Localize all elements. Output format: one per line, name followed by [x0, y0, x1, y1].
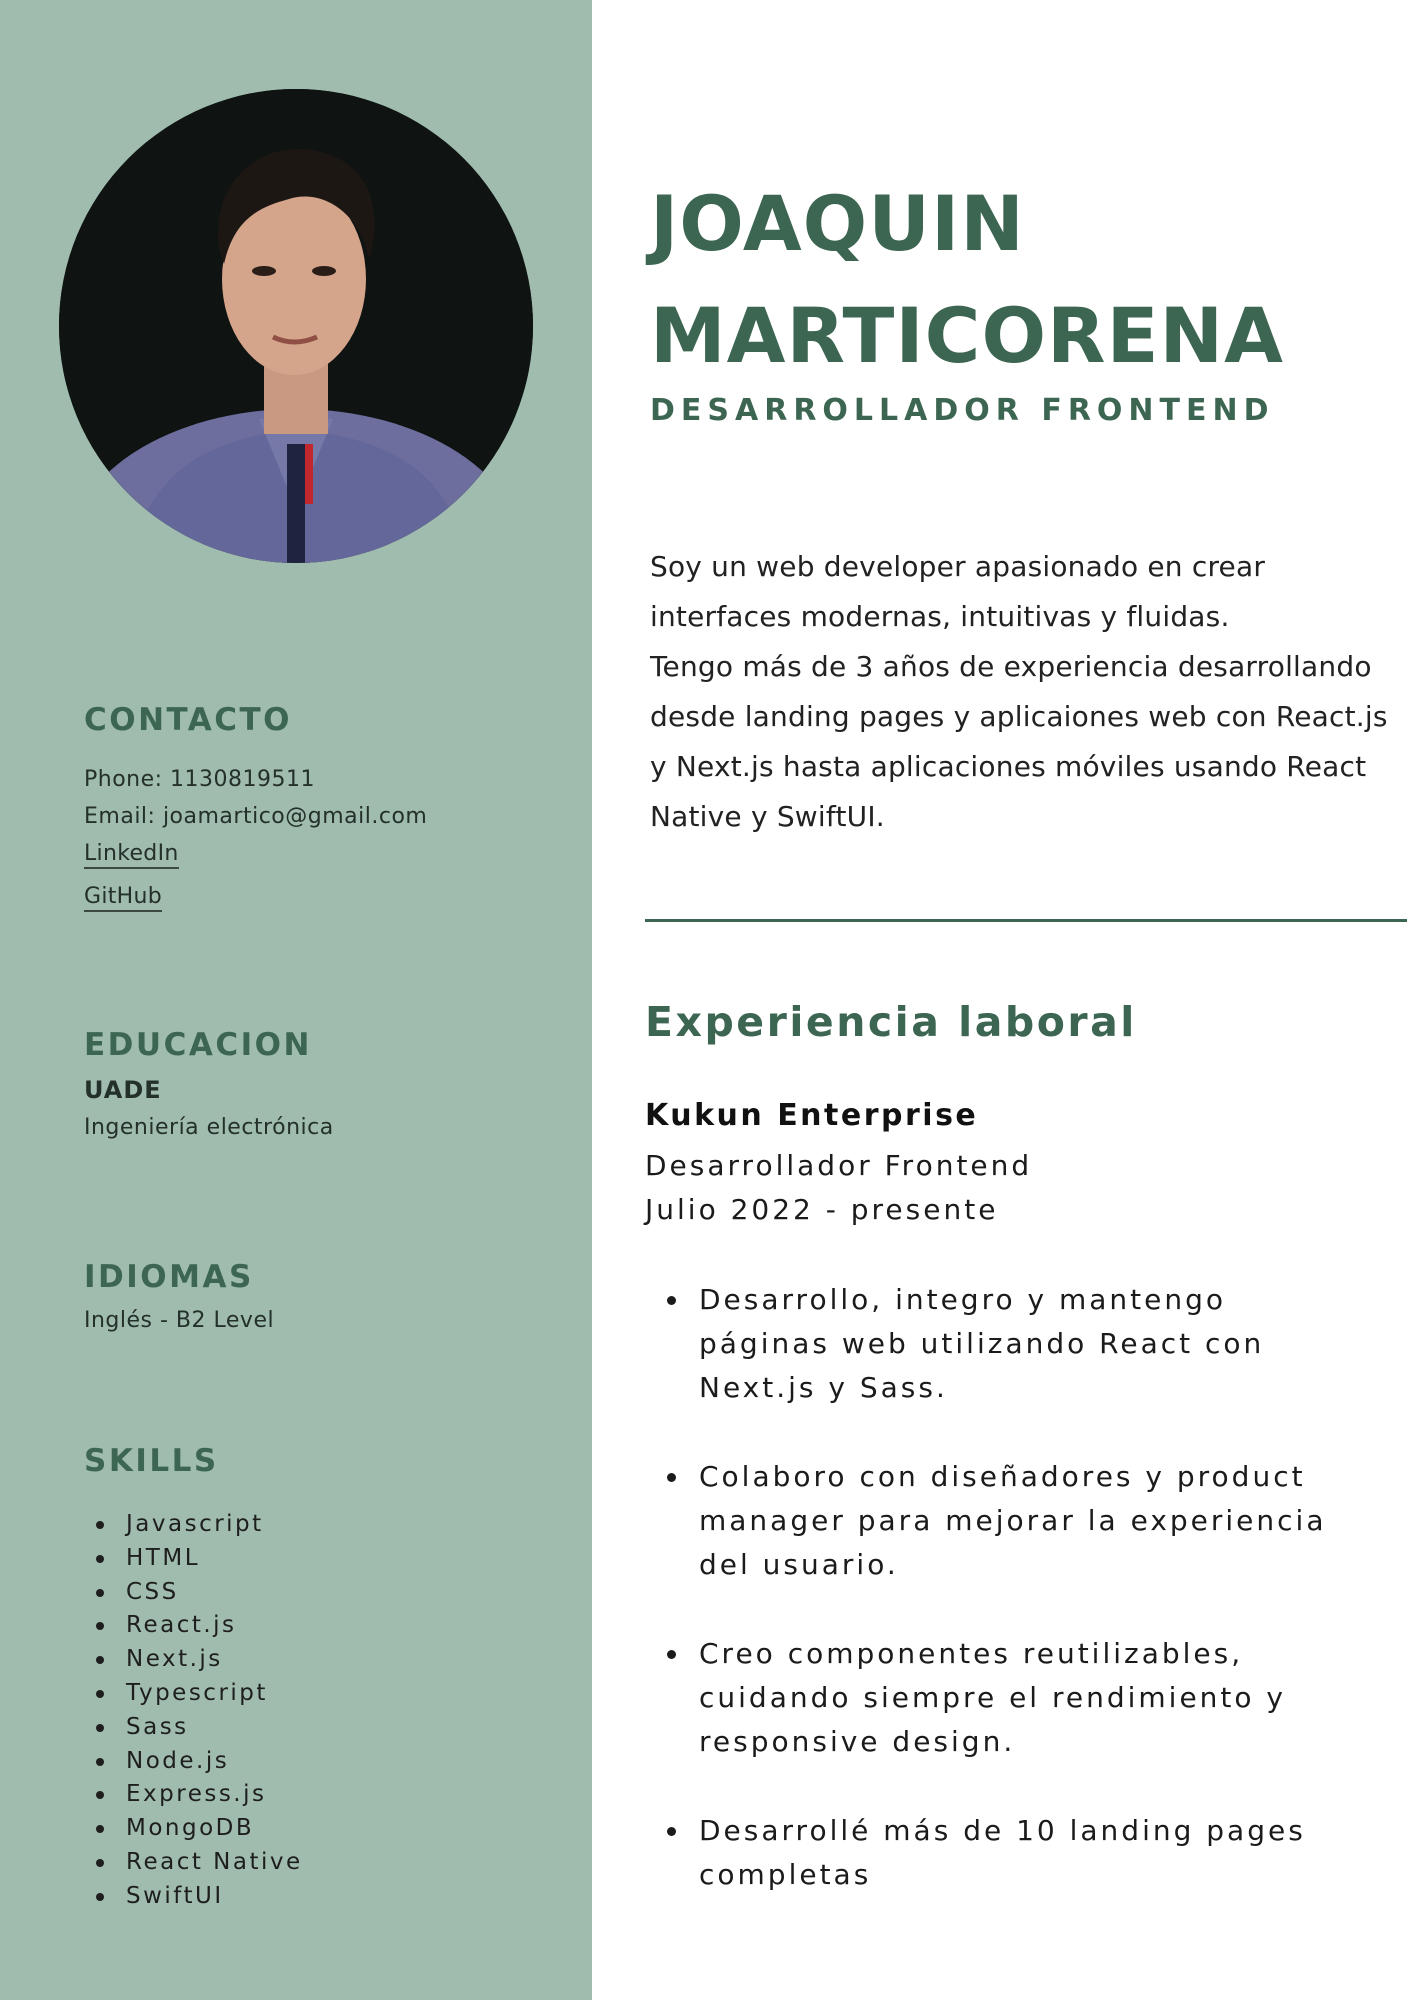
responsibility-item — [645, 1455, 1365, 1587]
summary-line: Tengo más de 3 años de experiencia desarrollando — [650, 650, 1372, 683]
skill-item: Javascript — [84, 1508, 303, 1542]
skill-item: React Native — [84, 1846, 303, 1880]
contact-heading: CONTACTO — [84, 702, 293, 738]
responsibility-item — [645, 1632, 1365, 1764]
skills-list — [84, 1508, 303, 1914]
responsibility-line: completas — [699, 1858, 872, 1891]
skills-heading: SKILLS — [84, 1443, 219, 1479]
skill-item: Node.js — [84, 1745, 303, 1779]
last-name: MARTICORENA — [650, 291, 1284, 380]
contact-phone: Phone: 1130819511 — [84, 767, 316, 792]
responsibility-line: Creo componentes reutilizables, — [699, 1637, 1244, 1670]
linkedin-link[interactable]: LinkedIn — [84, 841, 179, 869]
job-role: DESARROLLADOR FRONTEND — [650, 393, 1275, 428]
summary-line: interfaces modernas, intuitivas y fluidas. — [650, 600, 1230, 633]
summary-line: y Next.js hasta aplicaciones móviles usando React — [650, 750, 1367, 783]
responsibility-line: Desarrollé más de 10 landing pages — [699, 1814, 1306, 1847]
skill-item: Express.js — [84, 1778, 303, 1812]
education-school: UADE — [84, 1076, 162, 1104]
job-company: Kukun Enterprise — [645, 1098, 979, 1133]
section-divider — [645, 919, 1407, 922]
sidebar — [0, 0, 592, 2000]
job-title: Desarrollador Frontend — [645, 1149, 1033, 1182]
education-degree: Ingeniería electrónica — [84, 1115, 334, 1140]
responsibility-line: Desarrollo, integro y mantengo — [699, 1283, 1227, 1316]
full-name — [650, 168, 1284, 392]
responsibility-line: manager para mejorar la experiencia — [699, 1504, 1327, 1537]
responsibility-line: páginas web utilizando React con — [699, 1327, 1265, 1360]
skill-item: Typescript — [84, 1677, 303, 1711]
job-responsibilities — [645, 1278, 1365, 1942]
languages-heading: IDIOMAS — [84, 1259, 254, 1295]
first-name: JOAQUIN — [650, 179, 1025, 268]
skill-item: HTML — [84, 1542, 303, 1576]
profile-summary — [650, 542, 1410, 842]
responsibility-line: Next.js y Sass. — [699, 1371, 948, 1404]
profile-photo-illustration — [59, 89, 533, 563]
responsibility-item — [645, 1809, 1365, 1897]
education-heading: EDUCACION — [84, 1027, 312, 1063]
skill-item: SwiftUI — [84, 1880, 303, 1914]
summary-line: desde landing pages y aplicaiones web con React.js — [650, 700, 1388, 733]
skill-item: MongoDB — [84, 1812, 303, 1846]
job-period: Julio 2022 - presente — [645, 1193, 999, 1226]
summary-line: Native y SwiftUI. — [650, 800, 885, 833]
responsibility-line: cuidando siempre el rendimiento y — [699, 1681, 1287, 1714]
responsibility-line: Colaboro con diseñadores y product — [699, 1460, 1306, 1493]
skill-item: Next.js — [84, 1643, 303, 1677]
responsibility-item — [645, 1278, 1365, 1410]
skill-item: CSS — [84, 1576, 303, 1610]
language-item: Inglés - B2 Level — [84, 1308, 275, 1333]
skill-item: React.js — [84, 1609, 303, 1643]
profile-photo — [59, 89, 533, 563]
responsibility-line: del usuario. — [699, 1548, 899, 1581]
github-link[interactable]: GitHub — [84, 884, 162, 912]
responsibility-line: responsive design. — [699, 1725, 1016, 1758]
experience-heading: Experiencia laboral — [645, 998, 1137, 1046]
skill-item: Sass — [84, 1711, 303, 1745]
summary-line: Soy un web developer apasionado en crear — [650, 550, 1266, 583]
contact-email: Email: joamartico@gmail.com — [84, 804, 428, 829]
